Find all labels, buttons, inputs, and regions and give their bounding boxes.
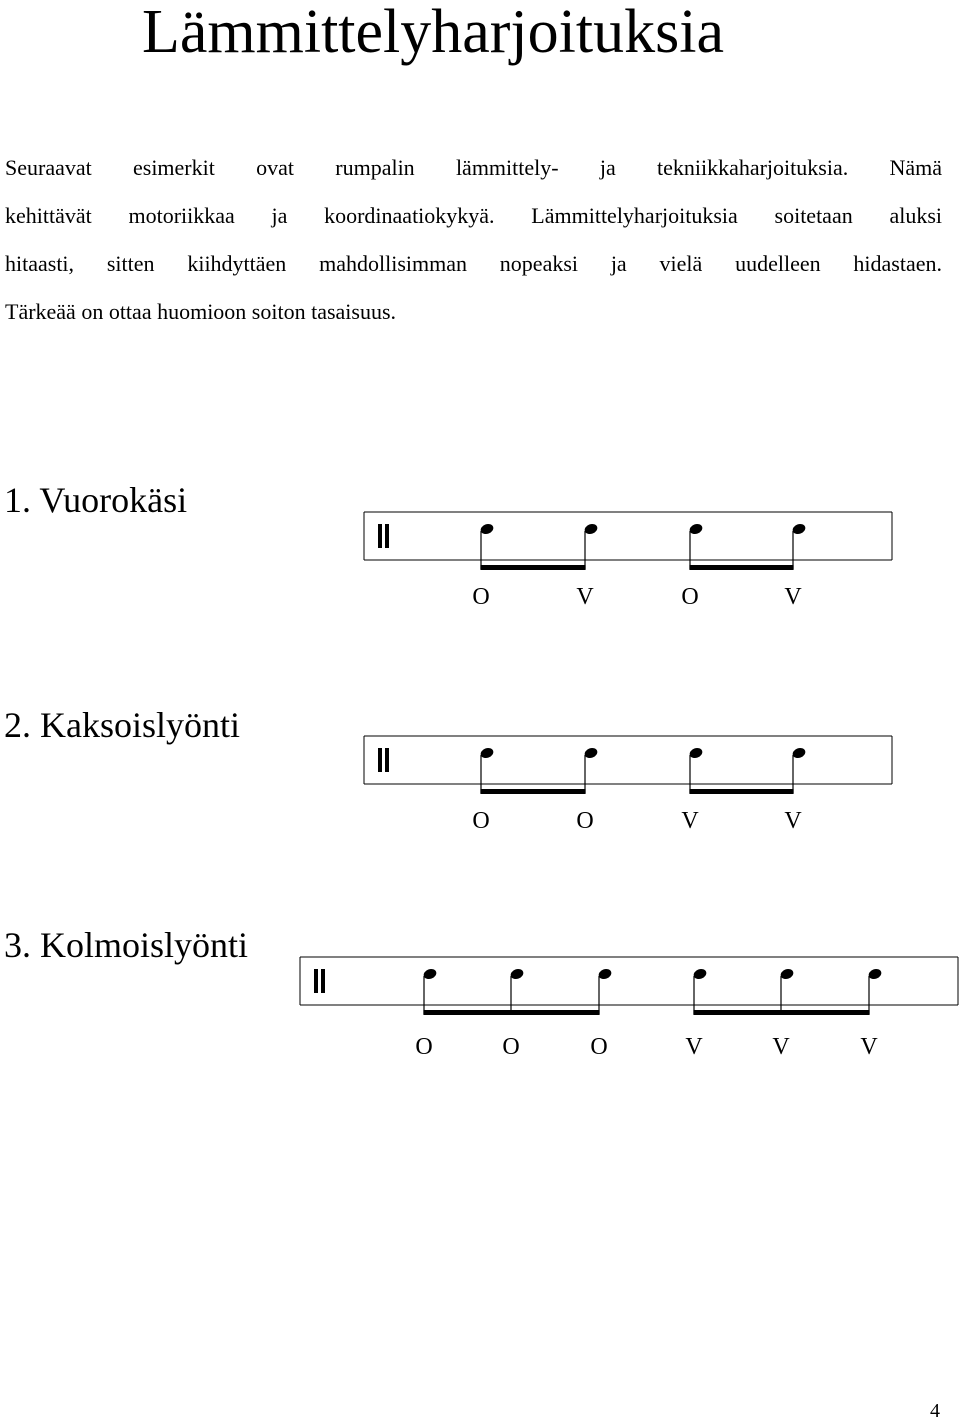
exercise-3-heading: 3. Kolmoislyönti — [4, 925, 249, 965]
note-beam — [480, 565, 585, 570]
percussion-clef-bar — [314, 969, 318, 993]
sticking-label: O — [472, 584, 490, 610]
paragraph-line: kehittävät motoriikkaa ja koordinaatiokykyä. Lämmittelyharjoituksia soitetaan aluksi — [5, 203, 942, 228]
sticking-label: V — [860, 1034, 878, 1060]
note-beam — [693, 1010, 869, 1015]
paragraph-line: Seuraavat esimerkit ovat rumpalin lämmittely- ja tekniikkaharjoituksia. Nämä — [5, 155, 942, 180]
sticking-label: V — [576, 584, 594, 610]
paragraph-line: hitaasti, sitten kiihdyttäen mahdollisimman nopeaksi ja vielä uudelleen hidastaen. — [5, 251, 942, 276]
exercise-1-heading: 1. Vuorokäsi — [4, 480, 188, 520]
page-number: 4 — [930, 1400, 940, 1422]
percussion-clef-bar — [378, 524, 382, 548]
percussion-clef-bar — [385, 524, 389, 548]
sticking-label: O — [590, 1034, 608, 1060]
page-title: Lämmittelyharjoituksia — [142, 0, 724, 66]
sticking-label: V — [784, 584, 802, 610]
percussion-clef-bar — [385, 748, 389, 772]
paragraph-line: Tärkeää on ottaa huomioon soiton tasaisuus. — [5, 299, 397, 324]
sticking-label: O — [681, 584, 699, 610]
sticking-label: V — [772, 1034, 790, 1060]
percussion-clef-bar — [378, 748, 382, 772]
sticking-label: O — [415, 1034, 433, 1060]
note-beam — [480, 789, 585, 794]
intro-paragraph — [5, 144, 942, 336]
sticking-label: V — [681, 808, 699, 834]
sticking-label: V — [685, 1034, 703, 1060]
exercise-2-staff — [364, 732, 894, 802]
sticking-label: O — [502, 1034, 520, 1060]
note-beam — [689, 565, 793, 570]
percussion-clef-bar — [321, 969, 325, 993]
exercise-2-heading: 2. Kaksoislyönti — [4, 705, 241, 745]
sticking-label: V — [784, 808, 802, 834]
note-beam — [689, 789, 793, 794]
sticking-label: O — [576, 808, 594, 834]
sticking-label: O — [472, 808, 490, 834]
note-beam — [423, 1010, 599, 1015]
exercise-1-staff — [364, 508, 894, 578]
exercise-3-staff — [300, 953, 960, 1028]
